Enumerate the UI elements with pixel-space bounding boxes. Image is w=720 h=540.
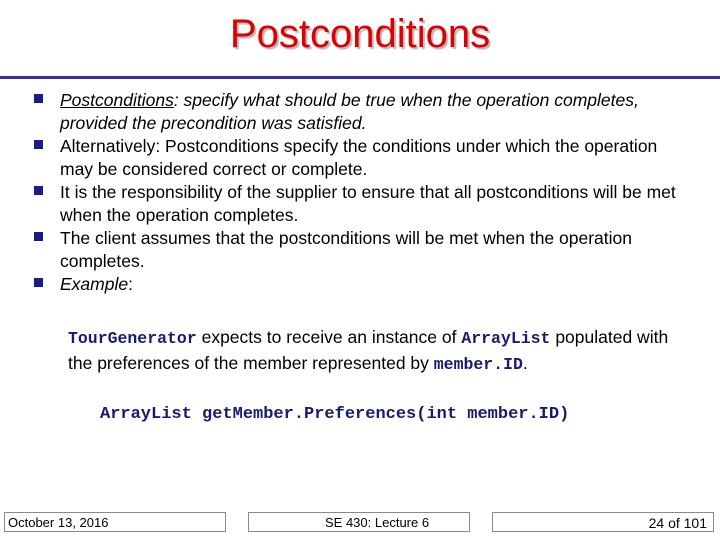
title-divider [0,76,720,79]
example-description [68,325,688,377]
example-text: . [522,353,528,373]
bullet-list [34,89,694,296]
bullet-item [34,181,694,227]
class-name: TourGenerator [68,329,197,348]
bullet-text: It is the responsibility of the supplier to ensure that all postconditions will be met when the operation completes. [60,182,676,225]
footer-course: SE 430: Lecture 6 [248,512,470,532]
bullet-item [34,135,694,181]
bullet-text: : [128,274,133,294]
square-bullet-icon [34,278,43,287]
bullet-text: Alternatively: Postconditions specify the conditions under which the operation may be considered correct or complete. [60,136,658,179]
footer-page-number: 24 of 101 [492,512,714,532]
bullet-text: : specify what should be true when the operation completes, provided the precondition was satisfied. [60,90,639,133]
slide-title: Postconditions [229,12,491,56]
bullet-item [34,273,694,296]
footer-date: October 13, 2016 [4,512,226,532]
bullet-item [34,227,694,273]
example-text: populated with the preferences of the member represented by [68,327,669,373]
example-text: expects to receive an instance of [196,327,462,347]
bullet-lead: Example [60,274,129,294]
bullet-item [34,89,694,135]
square-bullet-icon [34,140,43,149]
code-signature: ArrayList getMember.Preferences(int member.ID) [100,405,570,424]
square-bullet-icon [34,94,43,103]
square-bullet-icon [34,232,43,241]
square-bullet-icon [34,186,43,195]
member-id: member.ID [433,355,523,374]
bullet-lead: Postconditions [60,90,174,110]
bullet-text: The client assumes that the postconditions will be met when the operation completes. [60,228,632,271]
type-name: ArrayList [461,329,551,348]
